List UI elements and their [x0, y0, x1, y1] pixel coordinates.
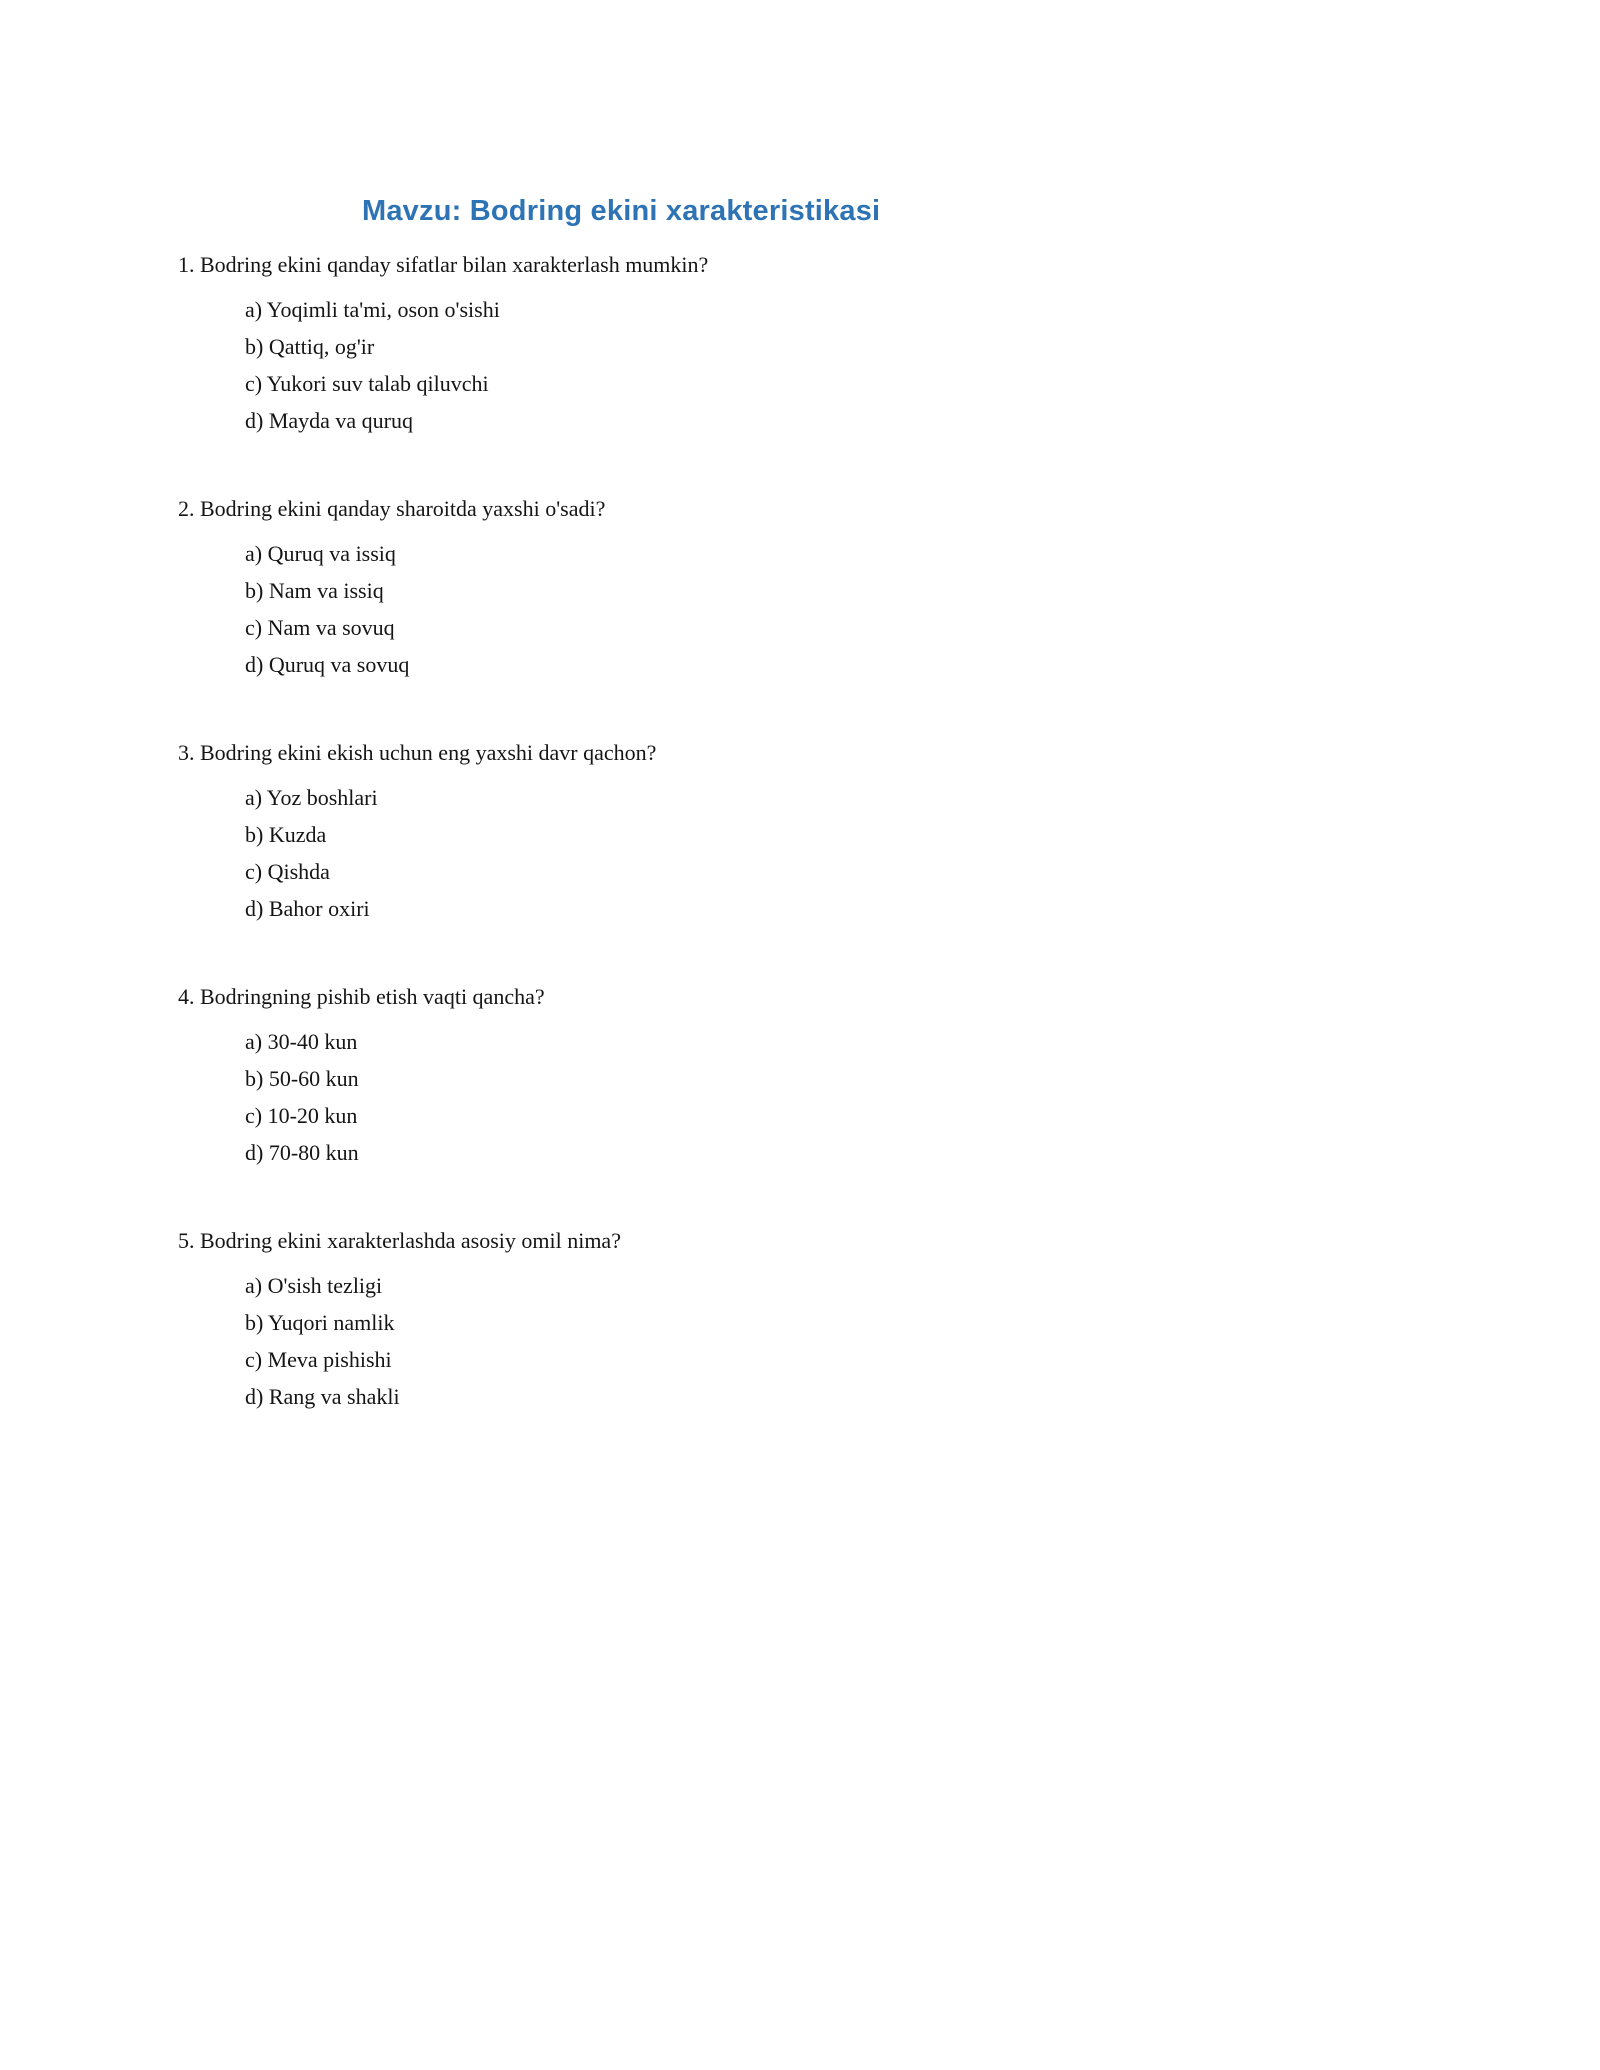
option-list — [178, 1267, 1422, 1415]
option-text: c) Nam va sovuq — [245, 615, 395, 640]
option-list — [178, 779, 1422, 927]
question-text: 1. Bodring ekini qanday sifatlar bilan xarakterlash mumkin? — [178, 252, 709, 277]
option-text: d) Bahor oxiri — [245, 896, 370, 921]
document-title: Mavzu: Bodring ekini xarakteristikasi — [362, 195, 881, 227]
option-text: a) Yoqimli ta'mi, oson o'sishi — [245, 297, 500, 322]
option-text: c) Qishda — [245, 859, 330, 884]
question-text: 4. Bodringning pishib etish vaqti qancha? — [178, 984, 545, 1009]
question-text: 5. Bodring ekini xarakterlashda asosiy omil nima? — [178, 1228, 621, 1253]
option-text: d) 70-80 kun — [245, 1140, 359, 1165]
question-block — [178, 246, 1422, 439]
option-text: b) Yuqori namlik — [245, 1310, 395, 1335]
option-text: b) Kuzda — [245, 822, 327, 847]
question-block — [178, 978, 1422, 1171]
option-text: a) Quruq va issiq — [245, 541, 396, 566]
option-text: b) Nam va issiq — [245, 578, 384, 603]
question-block — [178, 1222, 1422, 1415]
option-text: a) 30-40 kun — [245, 1029, 358, 1054]
option-text: d) Quruq va sovuq — [245, 652, 410, 677]
question-text: 2. Bodring ekini qanday sharoitda yaxshi o'sadi? — [178, 496, 606, 521]
option-text: a) O'sish tezligi — [245, 1273, 383, 1298]
question-text: 3. Bodring ekini ekish uchun eng yaxshi davr qachon? — [178, 740, 657, 765]
option-text: c) Yukori suv talab qiluvchi — [245, 371, 489, 396]
option-text: d) Mayda va quruq — [245, 408, 414, 433]
option-text: c) 10-20 kun — [245, 1103, 358, 1128]
question-block — [178, 734, 1422, 927]
option-text: b) Qattiq, og'ir — [245, 334, 375, 359]
option-text: c) Meva pishishi — [245, 1347, 392, 1372]
option-text: b) 50-60 kun — [245, 1066, 359, 1091]
question-list — [178, 246, 1422, 1415]
option-text: a) Yoz boshlari — [245, 785, 378, 810]
option-list — [178, 1023, 1422, 1171]
option-list — [178, 291, 1422, 439]
option-list — [178, 535, 1422, 683]
question-block — [178, 490, 1422, 683]
option-text: d) Rang va shakli — [245, 1384, 400, 1409]
